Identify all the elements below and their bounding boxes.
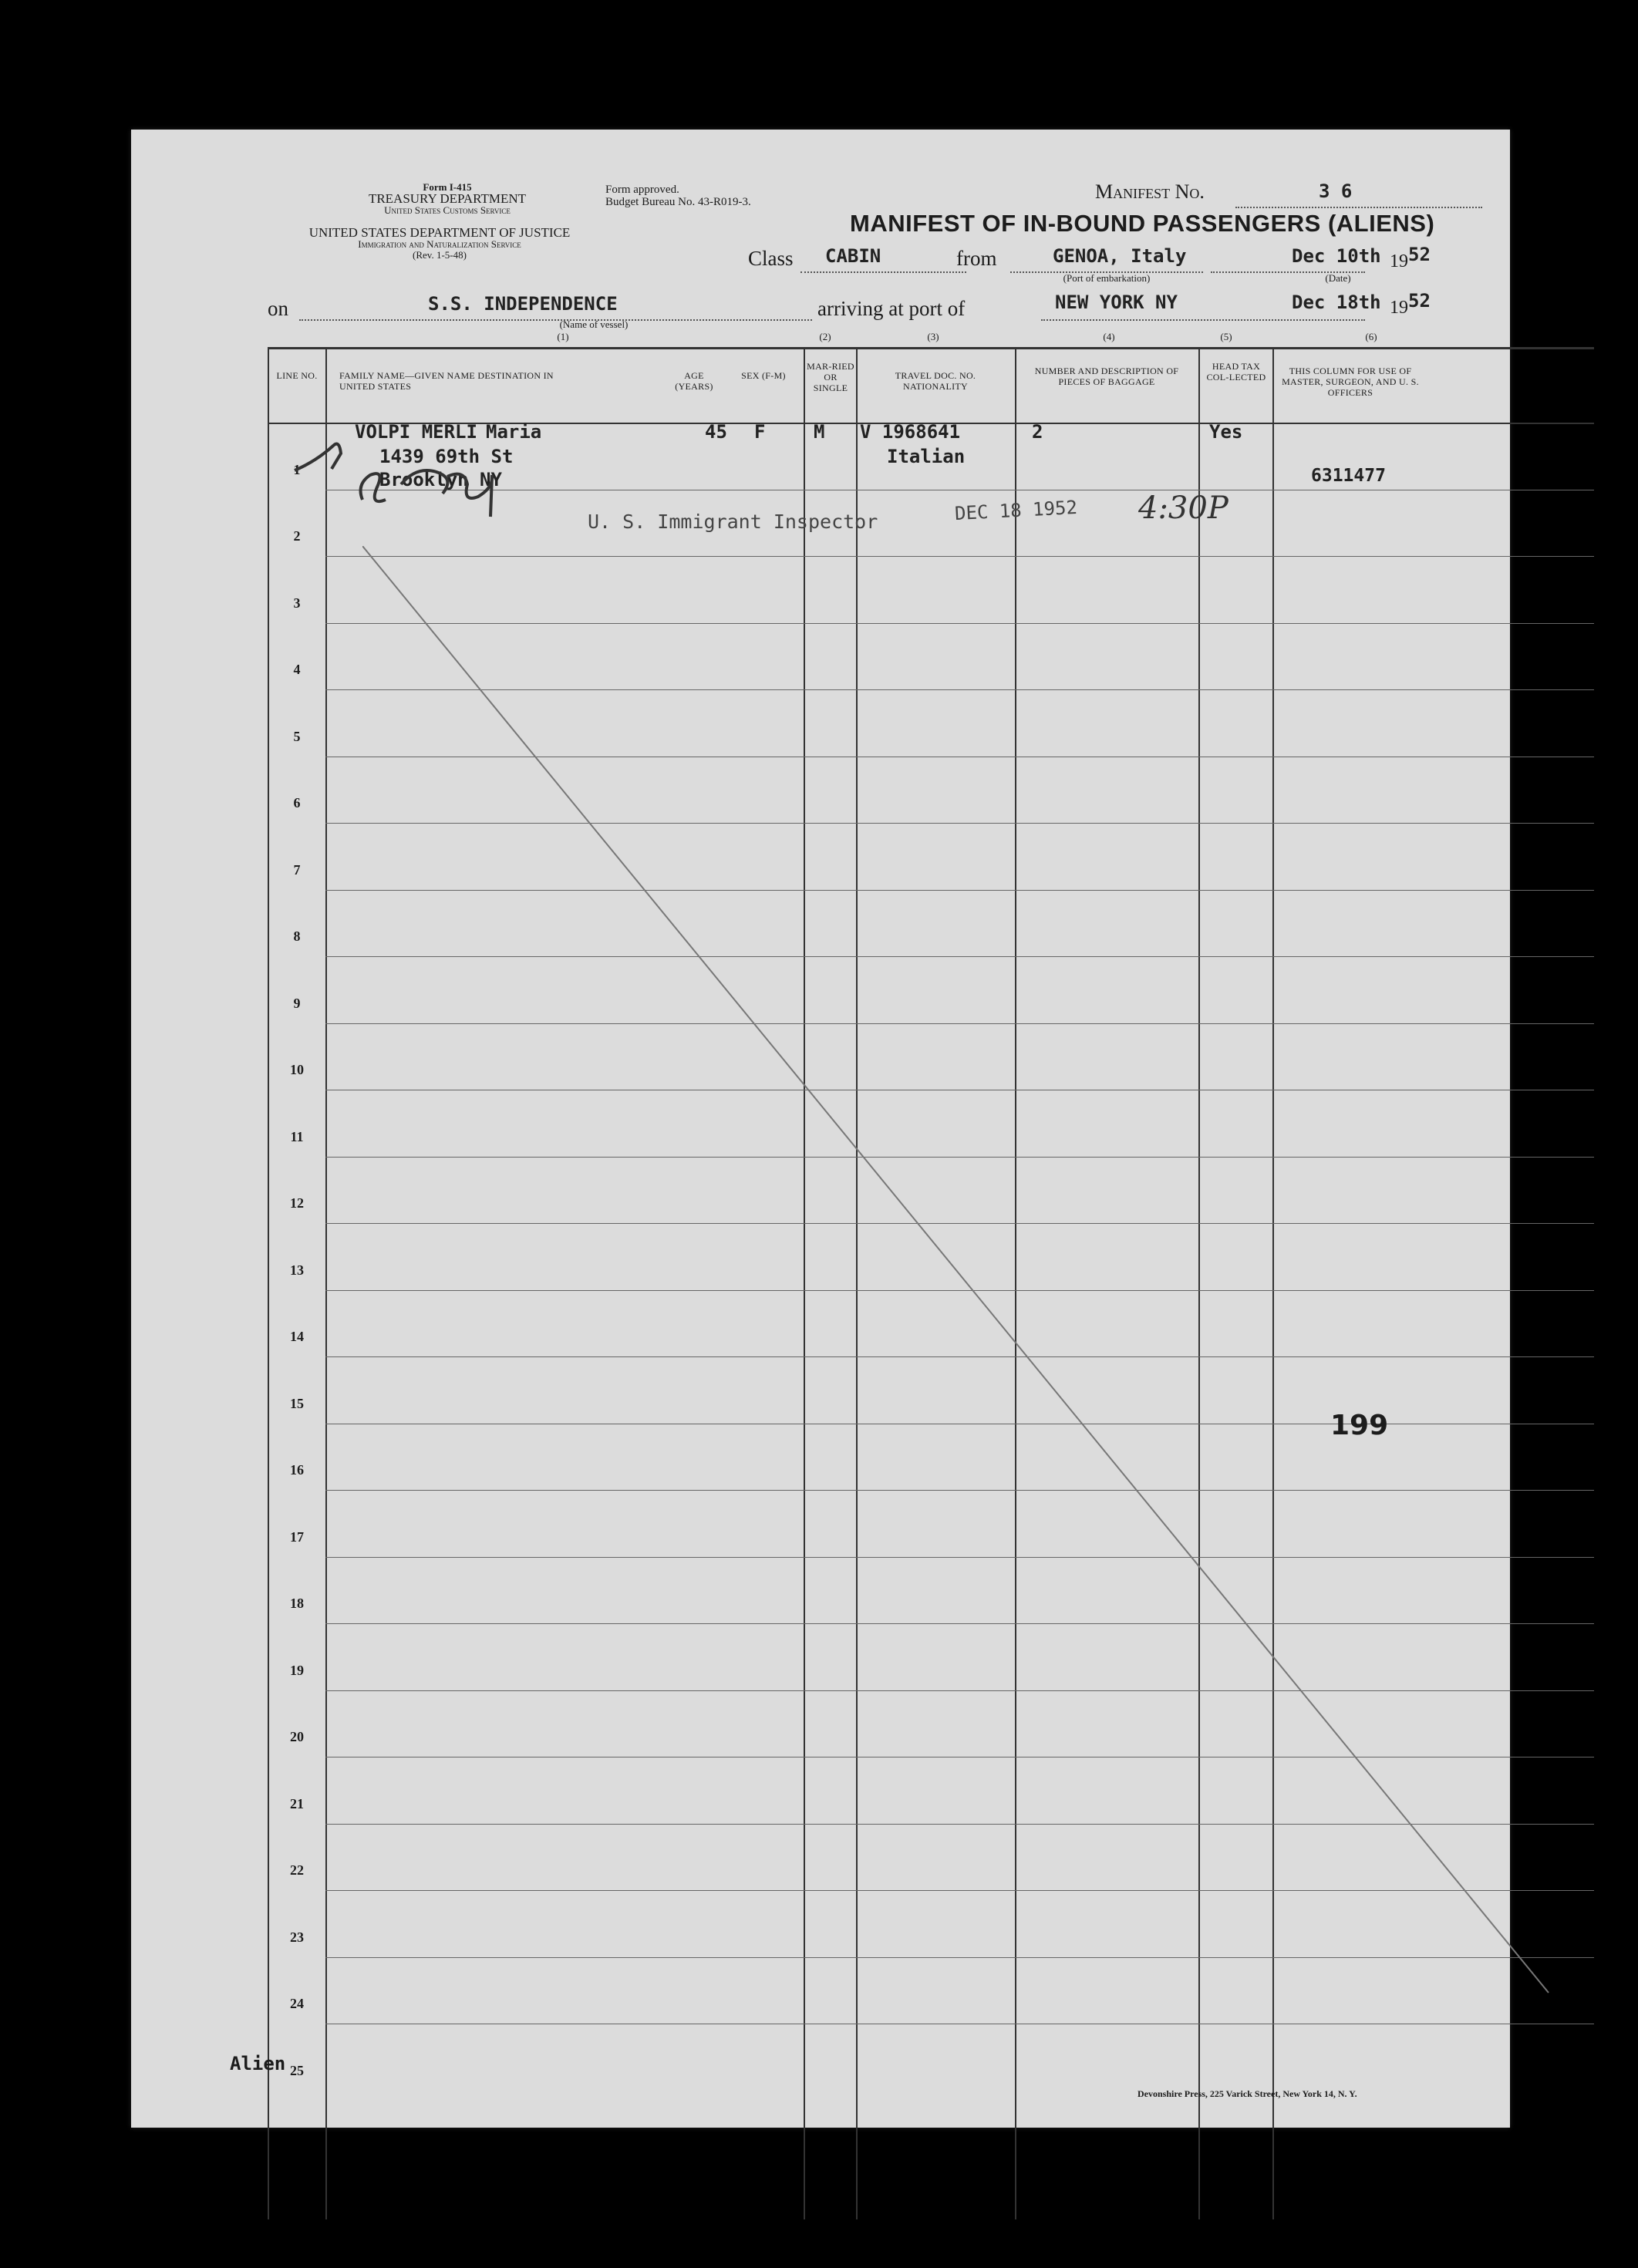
arrival-date: Dec 18th — [1292, 292, 1381, 313]
page-title: MANIFEST OF IN-BOUND PASSENGERS (ALIENS) — [850, 210, 1435, 237]
treasury-dept: TREASURY DEPARTMENT — [368, 191, 527, 206]
vessel-caption: (Name of vessel) — [559, 318, 629, 330]
line-number: 11 — [290, 1128, 304, 1144]
class-line — [800, 271, 966, 273]
passenger-address-1: 1439 69th St — [379, 446, 514, 467]
line-number: 19 — [290, 1662, 304, 1678]
arrival-year: 52 — [1408, 290, 1431, 312]
col-num-5: (5) — [1220, 331, 1232, 342]
line-number: 18 — [290, 1596, 304, 1611]
col-num-2: (2) — [819, 331, 831, 342]
inspection-time: 4:30P — [1138, 490, 1228, 526]
line-number: 10 — [290, 1062, 304, 1077]
line-number: 15 — [290, 1395, 304, 1411]
passenger-nationality: Italian — [887, 446, 966, 467]
arrive-year-prefix: 19 — [1390, 298, 1408, 318]
line-number: 13 — [290, 1262, 304, 1278]
form-number: Form I-415 — [423, 181, 472, 193]
line-number: 21 — [290, 1795, 304, 1811]
line-number: 25 — [290, 2062, 304, 2078]
class-value: CABIN — [825, 245, 881, 267]
passenger-travel-doc: V 1968641 — [860, 421, 961, 443]
class-label: Class — [748, 247, 794, 270]
header-married: MAR-RIED OR SINGLE — [807, 361, 854, 393]
line-number: 9 — [293, 995, 301, 1011]
header-sex: SEX (F-M) — [741, 370, 786, 381]
form-approved: Form approved. — [605, 184, 679, 196]
justice-dept: UNITED STATES DEPARTMENT OF JUSTICE — [308, 225, 571, 240]
header-baggage: NUMBER AND DESCRIPTION OF PIECES OF BAGGAGE — [1034, 366, 1179, 387]
on-label: on — [268, 297, 288, 320]
manifest-number-line — [1235, 207, 1482, 208]
line-number: 7 — [293, 861, 301, 878]
arriving-label: arriving at port of — [817, 297, 966, 320]
col-num-3: (3) — [927, 331, 939, 342]
line-number: 4 — [293, 662, 301, 677]
line-number: 22 — [290, 1862, 304, 1878]
vessel-name: S.S. INDEPENDENCE — [428, 293, 618, 315]
passenger-baggage: 2 — [1032, 421, 1043, 443]
col-num-6: (6) — [1365, 331, 1377, 342]
officer-note-number: 199 — [1330, 1410, 1389, 1441]
passenger-sex: F — [754, 421, 766, 443]
from-label: from — [956, 247, 997, 270]
depart-year-prefix: 19 — [1390, 251, 1408, 271]
line-number: 17 — [290, 1528, 304, 1545]
col-num-1: (1) — [557, 331, 569, 342]
col-num-4: (4) — [1103, 331, 1115, 342]
line-number: 16 — [290, 1462, 304, 1478]
printer-imprint: Devonshire Press, 225 Varick Street, New York 14, N. Y. — [1138, 2088, 1357, 2099]
line-number: 14 — [290, 1329, 304, 1344]
header-line-no: LINE NO. — [276, 370, 318, 381]
line-number: 24 — [290, 1996, 304, 2011]
port-embark-caption: (Port of embarkation) — [1063, 272, 1151, 284]
manifest-page — [131, 130, 1510, 2128]
arrival-port: NEW YORK NY — [1055, 292, 1178, 313]
line-number: 23 — [290, 1929, 304, 1945]
passenger-married: M — [814, 421, 825, 443]
header-head-tax: HEAD TAX COL-LECTED — [1206, 361, 1266, 382]
passenger-head-tax: Yes — [1209, 421, 1243, 443]
cancellation-line — [362, 546, 1566, 2011]
table-left-border — [268, 347, 269, 2219]
header-age: AGE (YEARS) — [675, 370, 713, 392]
inspector-signature — [285, 423, 578, 531]
passenger-address-2: Brooklyn NY — [379, 469, 502, 490]
departure-date: Dec 10th — [1292, 245, 1381, 267]
departure-year: 52 — [1408, 244, 1431, 265]
port-of-embarkation: GENOA, Italy — [1053, 245, 1187, 267]
passenger-family-name: VOLPI MERLI — [355, 421, 477, 443]
alien-stamp: Alien — [230, 2053, 286, 2074]
line-number: 2 — [293, 528, 301, 544]
line-number: 3 — [293, 595, 301, 611]
inspector-stamp: U. S. Immigrant Inspector — [588, 511, 878, 533]
line-number: 20 — [290, 1729, 304, 1744]
manifest-number: 3 6 — [1319, 180, 1353, 202]
passenger-age: 45 — [705, 421, 727, 443]
header-name: FAMILY NAME—GIVEN NAME DESTINATION IN UNITED STATES — [339, 370, 554, 392]
header-officers: THIS COLUMN FOR USE OF MASTER, SURGEON, AND U. S. OFFICERS — [1282, 366, 1419, 398]
ins-service: Immigration and Naturalization Service — [358, 238, 521, 250]
line-number: 5 — [293, 728, 301, 744]
revision-date: (Rev. 1-5-48) — [413, 249, 467, 261]
manifest-number-label: Manifest No. — [1095, 180, 1205, 203]
header-travel-doc: TRAVEL DOC. NO. NATIONALITY — [895, 370, 976, 392]
passenger-given-name: Maria — [486, 421, 542, 443]
table-top-border — [268, 347, 1594, 349]
line-number: 6 — [293, 795, 301, 810]
date-caption: (Date) — [1325, 272, 1351, 284]
line-number: 8 — [293, 928, 301, 944]
customs-service: United States Customs Service — [384, 204, 511, 216]
inspection-date-stamp: DEC 18 1952 — [954, 496, 1078, 525]
line-number: 1 — [293, 461, 301, 477]
arrival-port-line — [1041, 319, 1365, 321]
line-number: 12 — [290, 1195, 304, 1211]
col-divider-line — [325, 347, 327, 2219]
budget-bureau: Budget Bureau No. 43-R019-3. — [605, 196, 751, 208]
officer-number: 6311477 — [1311, 466, 1386, 486]
